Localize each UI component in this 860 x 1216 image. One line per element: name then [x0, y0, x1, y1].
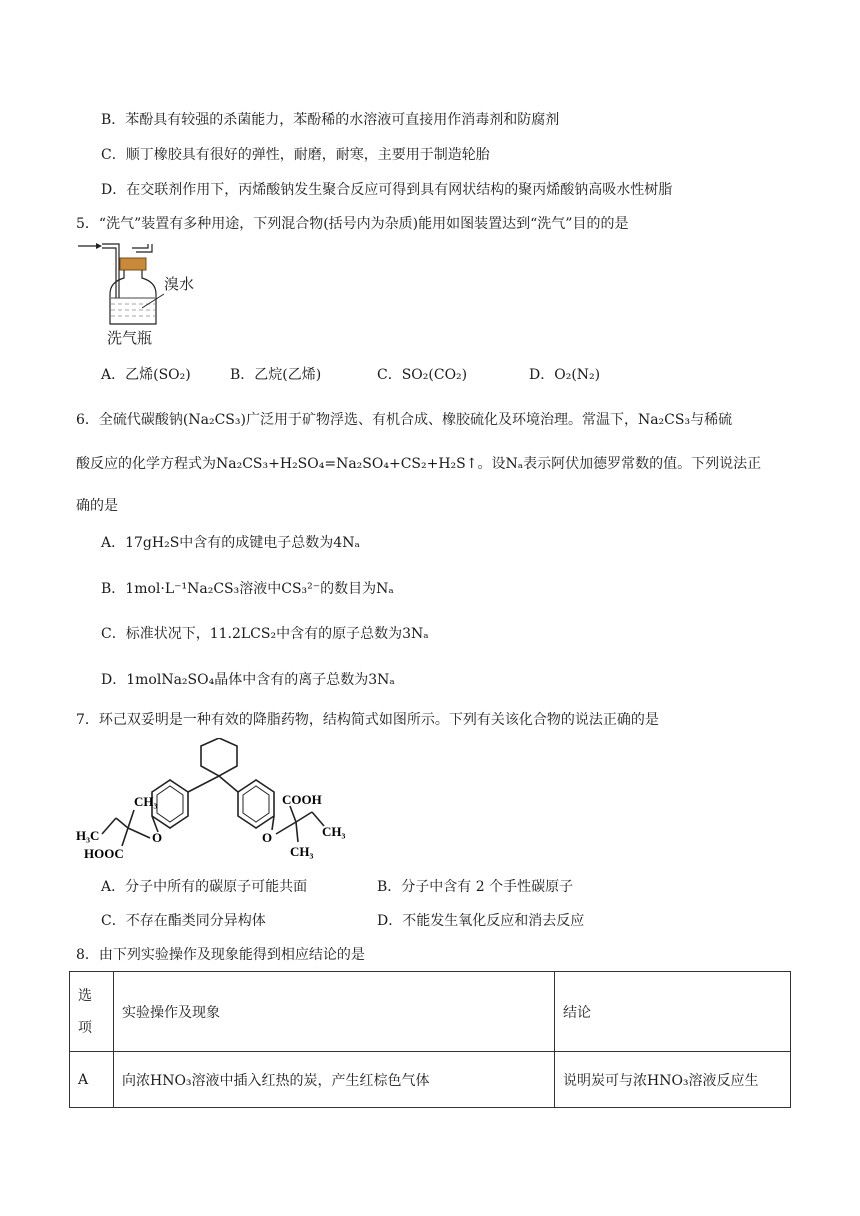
q5-figure-label-bottle: 洗气瓶 — [107, 329, 153, 347]
q6-option-a: A．17gH₂S中含有的成键电子总数为4Nₐ — [101, 535, 360, 551]
struct-label-hooc: HOOC — [84, 846, 124, 861]
q7-option-c: C．不存在酯类同分异构体 — [101, 913, 266, 929]
struct-label-ch3-right: CH₃ — [322, 824, 346, 839]
q5-option-a: A．乙烯(SO₂) — [101, 367, 191, 383]
q5-option-c: C．SO₂(CO₂) — [377, 367, 468, 383]
q5-option-d: D．O₂(N₂) — [529, 367, 601, 383]
q6-stem-line-3: 确的是 — [76, 498, 118, 514]
q4-option-d: D．在交联剂作用下，丙烯酸钠发生聚合反应可得到具有网状结构的聚丙烯酸钠高吸水性树脂 — [101, 182, 673, 198]
q7-option-b: B．分子中含有 2 个手性碳原子 — [377, 879, 574, 895]
q7-option-a: A．分子中所有的碳原子可能共面 — [101, 879, 308, 895]
q7-option-d: D．不能发生氧化反应和消去反应 — [377, 913, 585, 929]
q7-stem: 7．环己双妥明是一种有效的降脂药物，结构简式如图所示。下列有关该化合物的说法正确的是 — [76, 712, 659, 728]
q5-option-b: B．乙烷(乙烯) — [230, 367, 322, 383]
q6-stem-line-1: 6．全硫代碳酸钠(Na₂CS₃)广泛用于矿物浮选、有机合成、橡胶硫化及环境治理。常温下，Na₂CS₃与稀硫 — [76, 412, 733, 428]
structural-formula-figure — [76, 738, 356, 863]
table-cell-conclusion: 说明炭可与浓HNO₃溶液反应生 — [555, 1052, 791, 1108]
table-header-conclusion: 结论 — [555, 972, 791, 1052]
table-header-operation: 实验操作及现象 — [114, 972, 555, 1052]
table-header-option: 选 项 — [70, 972, 114, 1052]
struct-label-o-right: O — [262, 830, 273, 845]
q4-option-b: B．苯酚具有较强的杀菌能力，苯酚稀的水溶液可直接用作消毒剂和防腐剂 — [101, 112, 560, 128]
q6-stem-line-2: 酸反应的化学方程式为Na₂CS₃+H₂SO₄=Na₂SO₄+CS₂+H₂S↑。设Nₐ表示阿伏加德罗常数的值。下列说法正 — [76, 456, 762, 472]
q5-figure-label-bromine: 溴水 — [164, 275, 195, 293]
table-cell-operation: 向浓HNO₃溶液中插入红热的炭，产生红棕色气体 — [114, 1052, 555, 1108]
table-header-row — [70, 972, 791, 1052]
struct-label-cooh: COOH — [282, 792, 322, 807]
q6-option-b: B．1mol·L⁻¹Na₂CS₃溶液中CS₃²⁻的数目为Nₐ — [101, 581, 394, 597]
table-row — [70, 1052, 791, 1108]
struct-label-ch3-bottom: CH₃ — [290, 844, 314, 859]
struct-label-o-left: O — [152, 830, 163, 845]
q5-stem: 5．“洗气”装置有多种用途，下列混合物(括号内为杂质)能用如图装置达到“洗气”目的的是 — [76, 216, 629, 232]
q6-option-c: C．标准状况下，11.2LCS₂中含有的原子总数为3Nₐ — [101, 626, 429, 642]
experiment-table — [69, 971, 791, 1108]
struct-label-h3c: H₃C — [76, 828, 100, 843]
q4-option-c: C．顺丁橡胶具有很好的弹性，耐磨，耐寒，主要用于制造轮胎 — [101, 147, 490, 163]
q8-stem: 8．由下列实验操作及现象能得到相应结论的是 — [76, 947, 365, 963]
q6-option-d: D．1molNa₂SO₄晶体中含有的离子总数为3Nₐ — [101, 672, 395, 688]
table-cell-option: A — [70, 1052, 114, 1108]
struct-label-ch3-top: CH₃ — [134, 794, 158, 809]
